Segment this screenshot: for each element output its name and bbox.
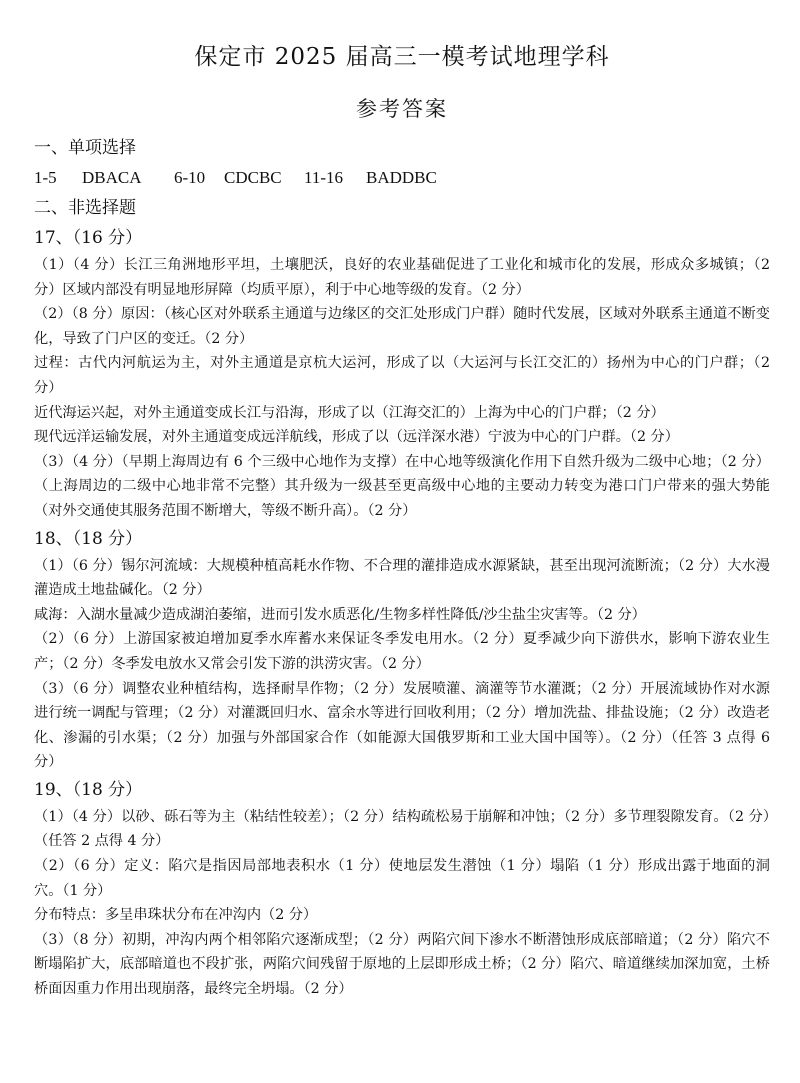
page-subtitle: 参考答案 [356, 97, 448, 121]
q18-paragraph: （3）（6 分）调整农业种植结构，选择耐旱作物；（2 分）发展喷灌、滴灌等节水灌溉；（2 分）开展流域协作对水源进行统一调配与管理；（2 分）对灌溉回归水、富余水等进行回收利用；（2 分）增加洗盐、排盐设施；（2 分）改造老化、渗漏的引水渠；（2 分）加强与外部国家合作（如能源大国俄罗斯和工业大国中国等）。（2 分）（任答 3 点得 6 分） [34, 680, 770, 771]
q19-paragraph: （2）（6 分）定义：陷穴是指因局部地表积水（1 分）使地层发生潜蚀（1 分）塌陷（1 分）形成出露于地面的洞穴。（1 分） [34, 858, 770, 899]
page-title: 保定市 2025 届高三一模考试地理学科 [194, 44, 610, 70]
q17-paragraph: （1）（4 分）长江三角洲地形平坦，土壤肥沃，良好的农业基础促进了工业化和城市化的发展，形成众多城镇；（2 分）区域内部没有明显地形屏障（均质平原），利于中心地等级的发育。（2 分） [34, 257, 770, 298]
q19-paragraph: （3）（8 分）初期，冲沟内两个相邻陷穴逐渐成型；（2 分）两陷穴间下渗水不断潜蚀形成底部暗道；（2 分）陷穴不断塌陷扩大，底部暗道也不段扩张，两陷穴间残留于原地的上层即形成土桥；（2 分）陷穴、暗道继续加深加宽，土桥桥面因重力作用出现崩落，最终完全坍塌。（2 分） [34, 931, 770, 998]
answer-letters: DBACA [82, 168, 142, 187]
section-1-heading: 一、单项选择 [34, 138, 136, 158]
q17-paragraph: （2）（8 分）原因：（核心区对外联系主通道与边缘区的交汇处形成门户群）随时代发展，区域对外联系主通道不断变化，导致了门户区的变迁。（2 分） [34, 306, 770, 347]
question-17-heading: 17、（16 分） [34, 228, 143, 248]
q17-paragraph: （3）（4 分）（早期上海周边有 6 个三级中心地作为支撑）在中心地等级演化作用下自然升级为二级中心地；（2 分）（上海周边的二级中心地非常不完整）其升级为一级甚至更高级中心地的主要动力转变为港口门户带来的强大势能（对外交通使其服务范围不断增大，等级不断升高）。（2 分） [34, 453, 770, 519]
answer-range: 1-5 [34, 168, 57, 187]
q18-paragraph: 咸海：入湖水量减少造成湖泊萎缩，进而引发水质恶化/生物多样性降低/沙尘盐尘灾害等。（2 分） [34, 606, 646, 623]
q18-paragraph: （1）（6 分）锡尔河流域：大规模种植高耗水作物、不合理的灌排造成水源紧缺，甚至出现河流断流；（2 分）大水漫灌造成土地盐碱化。（2 分） [34, 557, 770, 599]
choice-answers [34, 163, 770, 193]
q17-paragraph: 近代海运兴起，对外主通道变成长江与沿海，形成了以（江海交汇的）上海为中心的门户群；（2 分） [34, 404, 665, 421]
answer-group [304, 163, 504, 193]
question-18-heading: 18、（18 分） [34, 528, 143, 549]
question-19-heading: 19、（18 分） [34, 779, 143, 800]
answer-group [174, 163, 304, 193]
q17-paragraph: 过程：古代内河航运为主，对外主通道是京杭大运河，形成了以（大运河与长江交汇的）扬州为中心的门户群；（2 分） [34, 355, 770, 396]
q18-paragraph: （2）（6 分）上游国家被迫增加夏季水库蓄水来保证冬季发电用水。（2 分）夏季减少向下游供水，影响下游农业生产；（2 分）冬季发电放水又常会引发下游的洪涝灾害。（2 分） [34, 631, 770, 672]
section-2-heading: 二、非选择题 [34, 198, 136, 218]
answer-range: 11-16 [304, 168, 344, 187]
answer-letters: CDCBC [224, 168, 282, 187]
answer-letters: BADDBC [366, 168, 437, 187]
answer-range: 6-10 [174, 168, 206, 187]
q19-paragraph: 分布特点：多呈串珠状分布在冲沟内（2 分） [34, 907, 318, 924]
q17-paragraph: 现代远洋运输发展，对外主通道变成远洋航线，形成了以（远洋深水港）宁波为中心的门户群。（2 分） [34, 429, 679, 446]
q19-paragraph: （1）（4 分）以砂、砾石等为主（粘结性较差）；（2 分）结构疏松易于崩解和冲蚀；（2 分）多节理裂隙发育。（2 分）（任答 2 点得 4 分） [34, 808, 770, 850]
answer-group [34, 163, 174, 193]
